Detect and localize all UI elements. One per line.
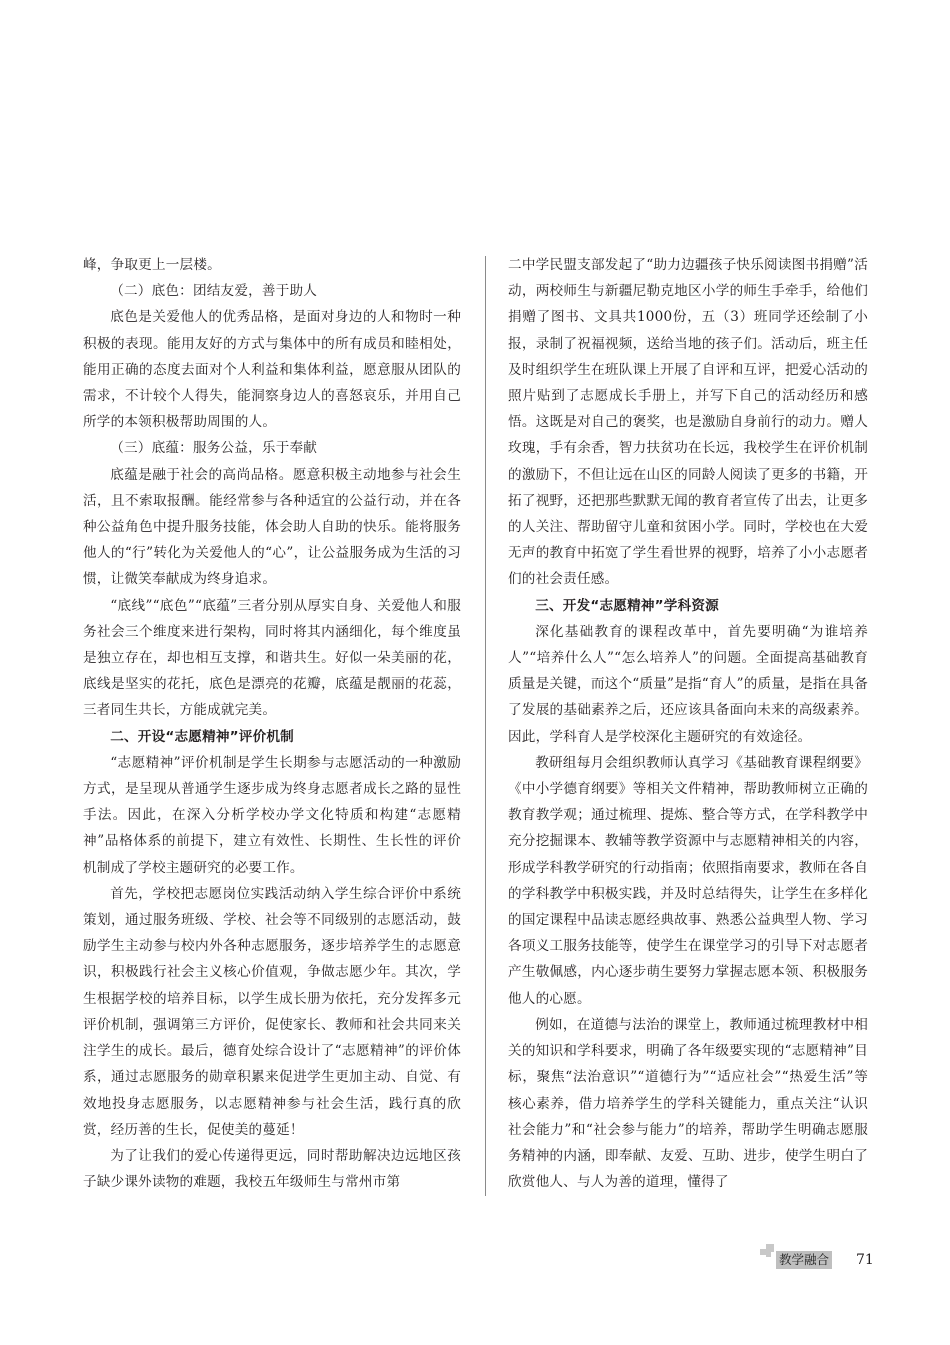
page-footer bbox=[760, 1244, 890, 1274]
paragraph: “底线”“底色”“底蕴”三者分别从厚实自身、关爱他人和服务社会三个维度来进行架构，同时将其内涵细化，每个维度虽是独立存在，却也相互支撑，和谐共生。好似一朵美丽的花，底线是坚实的花托，底色是漂亮的花瓣，底蕴是靓丽的花蕊，三者同生共长，方能成就完美。 bbox=[83, 597, 461, 719]
paragraph: 底蕴是融于社会的高尚品格。愿意积极主动地参与社会生活，且不索取报酬。能经常参与各种适宜的公益行动，并在各种公益角色中提升服务技能，体会助人自助的快乐。能将服务他人的“行”转化为关爱他人的“心”，让公益服务成为生活的习惯，让微笑奉献成为终身追求。 bbox=[83, 466, 461, 588]
paragraph: 为了让我们的爱心传递得更远，同时帮助解决边远地区孩子缺少课外读物的难题，我校五年级师生与常州市第 bbox=[83, 1147, 461, 1191]
page-number: 71 bbox=[856, 1252, 874, 1268]
section-heading-2: 二、开设“志愿精神”评价机制 bbox=[110, 728, 294, 745]
left-column bbox=[83, 252, 461, 1195]
paragraph: “志愿精神”评价机制是学生长期参与志愿活动的一种激励方式，是呈现从普通学生逐步成为终身志愿者成长之路的显性手法。因此，在深入分析学校办学文化特质和构建“志愿精神”品格体系的前提下，建立有效性、长期性、生长性的评价机制成了学校主题研究的必要工作。 bbox=[83, 754, 461, 876]
paragraph: 首先，学校把志愿岗位实践活动纳入学生综合评价中系统策划，通过服务班级、学校、社会等不同级别的志愿活动，鼓励学生主动参与校内外各种志愿服务，逐步培养学生的志愿意识，积极践行社会主义核心价值观，争做志愿少年。其次，学生根据学校的培养目标，以学生成长册为依托，充分发挥多元评价机制，强调第三方评价，促使家长、教师和社会共同来关注学生的成长。最后，德育处综合设计了“志愿精神”的评价体系，通过志愿服务的勋章积累来促进学生更加主动、自觉、有效地投身志愿服务，以志愿精神参与社会生活，践行真的欣赏，经历善的生长，促使美的蔓延！ bbox=[83, 885, 461, 1138]
paragraph: 教研组每月会组织教师认真学习《基础教育课程纲要》《中小学德育纲要》等相关文件精神，帮助教师树立正确的教育教学观；通过梳理、提炼、整合等方式，在学科教学中充分挖掘课本、教辅等教学资源中与志愿精神相关的内容，形成学科教学研究的行动指南；依照指南要求，教师在各自的学科教学中积极实践，并及时总结得失，让学生在多样化的国定课程中品读志愿经典故事、熟悉公益典型人物、学习各项义工服务技能等，使学生在课堂学习的引导下对志愿者产生敬佩感，内心逐步萌生要努力掌握志愿本领、积极服务他人的心愿。 bbox=[508, 754, 868, 1007]
paragraph: 深化基础教育的课程改革中，首先要明确“为谁培养人”“培养什么人”“怎么培养人”的问题。全面提高基础教育质量是关键，而这个“质量”是指“育人”的质量，是指在具备了发展的基础素养之后，还应该具备面向未来的高级素养。因此，学科育人是学校深化主题研究的有效途径。 bbox=[508, 623, 868, 745]
subheading-diyun: （三）底蕴：服务公益，乐于奉献 bbox=[110, 440, 318, 457]
paragraph: 例如，在道德与法治的课堂上，教师通过梳理教材中相关的知识和学科要求，明确了各年级要实现的“志愿精神”目标，聚焦“法治意识”“道德行为”“适应社会”“热爱生活”等核心素养，借力培养学生的学科关键能力，重点关注“认识社会能力”和“社会参与能力”的培养，帮助学生明确志愿服务精神的内涵，即奉献、友爱、互助、进步，使学生明白了欣赏他人、与人为善的道理，懂得了 bbox=[508, 1016, 868, 1191]
paragraph: 二中学民盟支部发起了“助力边疆孩子快乐阅读图书捐赠”活动，两校师生与新疆尼勒克地区小学的师生手牵手，给他们捐赠了图书、文具共1000份，五（3）班同学还绘制了小报，录制了祝福视频，送给当地的孩子们。活动后，班主任及时组织学生在班队课上开展了自评和互评，把爱心活动的照片贴到了志愿成长手册上，并写下自己的活动经历和感悟。这既是对自己的褒奖，也是激励自身前行的动力。赠人玫瑰，手有余香，智力扶贫功在长远，我校学生在评价机制的激励下，不但让远在山区的同龄人阅读了更多的书籍，开拓了视野，还把那些默默无闻的教育者宣传了出去，让更多的人关注、帮助留守儿童和贫困小学。同时，学校也在大爱无声的教育中拓宽了学生看世界的视野，培养了小小志愿者们的社会责任感。 bbox=[508, 257, 868, 588]
paragraph: 底色是关爱他人的优秀品格，是面对身边的人和物时一种积极的表现。能用友好的方式与集体中的所有成员和睦相处，能用正确的态度去面对个人利益和集体利益，愿意服从团队的需求，不计较个人得失，能洞察身边人的喜怒哀乐，并用自己所学的本领积极帮助周围的人。 bbox=[83, 309, 461, 431]
section-label: 教学融合 bbox=[776, 1251, 832, 1269]
subheading-dise: （二）底色：团结友爱，善于助人 bbox=[110, 283, 318, 300]
section-heading-3: 三、开发“志愿精神”学科资源 bbox=[535, 597, 719, 614]
right-column bbox=[508, 252, 868, 1195]
column-divider bbox=[485, 256, 486, 1196]
paragraph: 峰，争取更上一层楼。 bbox=[83, 257, 221, 273]
